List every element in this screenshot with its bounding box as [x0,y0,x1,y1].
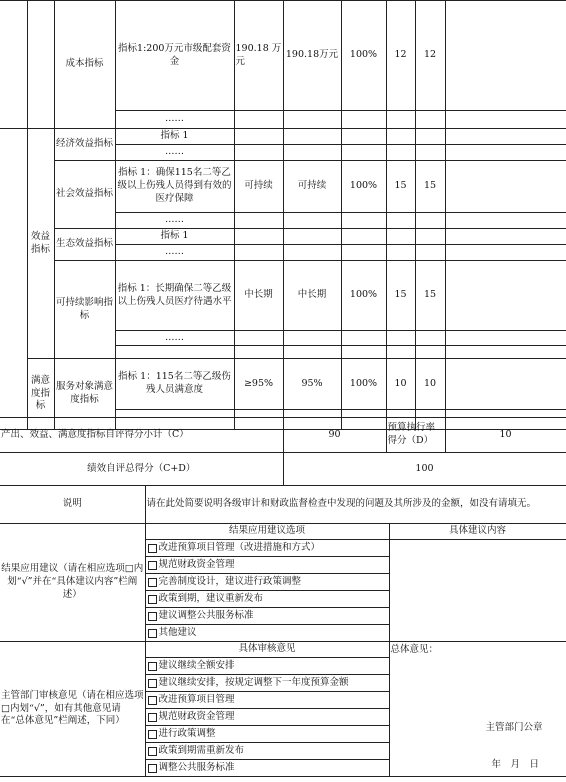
dept-review-table [0,641,566,777]
empty-cell [234,346,283,359]
empty-cell [445,145,566,161]
dept-seal-label: 主管部门公章 [485,722,543,733]
empty-cell [445,213,566,229]
empty-cell [234,129,283,145]
empty-cell [283,331,341,346]
empty-cell [341,129,386,145]
option-label: 改进预算项目管理 [158,693,235,705]
social-score: 15 [415,161,445,213]
empty-cell [234,229,283,245]
checkbox-icon[interactable] [148,612,157,621]
checkbox-icon[interactable] [148,595,157,604]
cost-target-value: 190.18 万元 [234,1,283,111]
results-content-header: 具体建议内容 [389,524,566,540]
economic-dots: …… [115,145,234,161]
empty-cell [283,229,341,245]
sustainable-indicator-1: 指标 1：长期确保二等乙级以上伤残人员医疗待遇水平 [115,261,234,331]
results-content-area[interactable] [389,540,566,642]
empty-cell [445,245,566,261]
empty-cell [283,346,341,359]
cost-completion-rate: 100% [341,1,386,111]
empty-cell [386,245,415,261]
empty-cell [341,245,386,261]
sustainable-score: 15 [415,261,445,331]
empty-cell [341,331,386,346]
review-option-row[interactable] [145,709,389,726]
checkbox-icon[interactable] [148,578,157,587]
empty-cell [341,213,386,229]
option-label: 改进预算项目管理（改进措施和方式） [158,541,321,553]
empty-cell [341,111,386,129]
empty-cell [386,111,415,129]
social-remark [445,161,566,213]
empty-cell [445,346,566,359]
satisfaction-weight: 10 [386,359,415,410]
social-target-value: 可持续 [234,161,283,213]
review-option-row[interactable] [145,658,389,675]
results-use-table [0,523,566,642]
checkbox-icon[interactable] [148,696,157,705]
cost-indicator-1: 指标1:200万元市级配套资金 [115,1,234,111]
satisfaction-completion-rate: 100% [341,359,386,410]
empty-cell [415,145,445,161]
cost-dots: …… [115,111,234,129]
checkbox-icon[interactable] [148,629,157,638]
empty-cell [415,213,445,229]
option-label: 建议继续安排，按规定调整下一年度预算金额 [158,676,349,688]
empty-cell [283,145,341,161]
subtotal-label: 产出、效益、满意度指标自评得分小计（C） [0,418,283,453]
empty-cell [415,245,445,261]
social-tier2-label: 社会效益指标 [54,161,115,229]
cost-score: 12 [415,1,445,111]
sustainable-remark [445,261,566,331]
satisfaction-tier1-label: 满意度指标 [27,359,54,430]
empty-cell [386,213,415,229]
sustainable-tier2-label: 可持续影响指标 [54,261,115,359]
empty-cell [445,331,566,346]
checkbox-icon[interactable] [148,561,157,570]
empty-cell [445,129,566,145]
economic-tier2-label: 经济效益指标 [54,129,115,161]
empty-cell [415,331,445,346]
review-option-row[interactable] [145,760,389,777]
empty-cell [341,145,386,161]
checkbox-icon[interactable] [148,544,157,553]
explanation-table [0,485,566,524]
blank-tier1-cell [27,1,54,129]
empty-cell [415,229,445,245]
empty-cell [386,145,415,161]
total-score-value: 100 [283,453,566,486]
checkbox-icon[interactable] [148,713,157,722]
empty-cell [283,129,341,145]
empty-cell [415,129,445,145]
social-dots: …… [115,213,234,229]
ecological-tier2-label: 生态效益指标 [54,229,115,261]
checkbox-icon[interactable] [148,764,157,773]
empty-cell [415,346,445,359]
satisfaction-score: 10 [415,359,445,410]
empty-cell [234,111,283,129]
cost-weight: 12 [386,1,415,111]
ecological-indicator-1: 指标 1 [115,229,234,245]
results-option-row[interactable] [145,574,389,591]
option-label: 完善制度设计，建议进行政策调整 [158,575,302,587]
review-option-row[interactable] [145,692,389,709]
budget-execution-label: 预算执行率得分（D） [386,418,445,453]
empty-cell [234,245,283,261]
blank-tier0-cell [0,1,27,129]
empty-cell [283,213,341,229]
checkbox-icon[interactable] [148,730,157,739]
sustainable-dots: …… [115,331,234,346]
empty-cell [234,145,283,161]
empty-cell [115,346,234,359]
results-options-header: 结果应用建议选项 [145,524,389,540]
empty-cell [445,229,566,245]
social-actual-value: 可持续 [283,161,341,213]
dept-review-label: 主管部门审核意见（请在相应选项□内划“√”，如有其他意见请在“总体意见”栏阐述，下同） [0,642,145,777]
empty-cell [386,331,415,346]
satisfaction-target-value: ≥95% [234,359,283,410]
option-label: 政策到期需重新发布 [158,744,245,756]
dept-opinions-header: 具体审核意见 [145,642,389,658]
option-label: 进行政策调整 [158,727,216,739]
total-score-label: 绩效自评总得分（C+D） [0,453,283,486]
summary-table [0,417,566,453]
cost-remark [445,1,566,111]
blank-tier0-cell [0,129,27,430]
social-indicator-1: 指标 1：确保115名二等乙级以上伤残人员得到有效的医疗保障 [115,161,234,213]
option-label: 规范财政资金管理 [158,710,235,722]
empty-cell [341,229,386,245]
empty-cell [386,129,415,145]
sustainable-weight: 15 [386,261,415,331]
review-option-row[interactable] [145,675,389,692]
review-option-row[interactable] [145,743,389,760]
empty-cell [234,331,283,346]
results-option-row[interactable] [145,540,389,557]
empty-cell [445,111,566,129]
overall-opinion-label: 总体意见： [390,644,439,655]
empty-cell [283,111,341,129]
option-label: 规范财政资金管理 [158,558,235,570]
checkbox-icon[interactable] [148,747,157,756]
cost-tier2-label: 成本指标 [54,1,115,129]
review-option-row[interactable] [145,726,389,743]
results-option-row[interactable] [145,608,389,625]
budget-execution-value: 10 [445,418,566,453]
empty-cell [386,229,415,245]
total-table [0,452,566,486]
benefit-tier1-label: 效益指标 [27,129,54,359]
explanation-label: 说明 [0,486,145,524]
satisfaction-indicator-1: 指标 1：115名二等乙级伤残人员满意度 [115,359,234,410]
economic-indicator-1: 指标 1 [115,129,234,145]
explanation-text: 请在此处简要说明各级审计和财政监督检查中发现的问题及其所涉及的金额，如没有请填无。 [145,486,566,524]
social-completion-rate: 100% [341,161,386,213]
satisfaction-remark [445,359,566,410]
results-option-row[interactable] [145,557,389,574]
sustainable-completion-rate: 100% [341,261,386,331]
satisfaction-tier2-label: 服务对象满意度指标 [54,359,115,430]
results-option-row[interactable] [145,591,389,608]
empty-cell [283,245,341,261]
ecological-dots: …… [115,245,234,261]
overall-opinion-area[interactable] [389,642,566,777]
sustainable-actual-value: 中长期 [283,261,341,331]
results-option-row[interactable] [145,625,389,642]
option-label: 政策到期，建议重新发布 [158,592,264,604]
checkbox-icon[interactable] [148,662,157,671]
satisfaction-actual-value: 95% [283,359,341,410]
social-weight: 15 [386,161,415,213]
empty-cell [386,346,415,359]
empty-cell [415,111,445,129]
subtotal-value: 90 [283,418,386,453]
empty-cell [341,346,386,359]
option-label: 其他建议 [158,626,197,638]
results-use-label: 结果应用建议（请在相应选项□内划“√”并在“具体建议内容”栏阐述） [0,524,145,642]
sustainable-target-value: 中长期 [234,261,283,331]
date-label: 年 月 日 [491,759,540,770]
option-label: 调整公共服务标准 [158,761,235,773]
cost-actual-value: 190.18万元 [283,1,341,111]
checkbox-icon[interactable] [148,679,157,688]
option-label: 建议调整公共服务标准 [158,609,254,621]
option-label: 建议继续全额安排 [158,659,235,671]
empty-cell [234,213,283,229]
